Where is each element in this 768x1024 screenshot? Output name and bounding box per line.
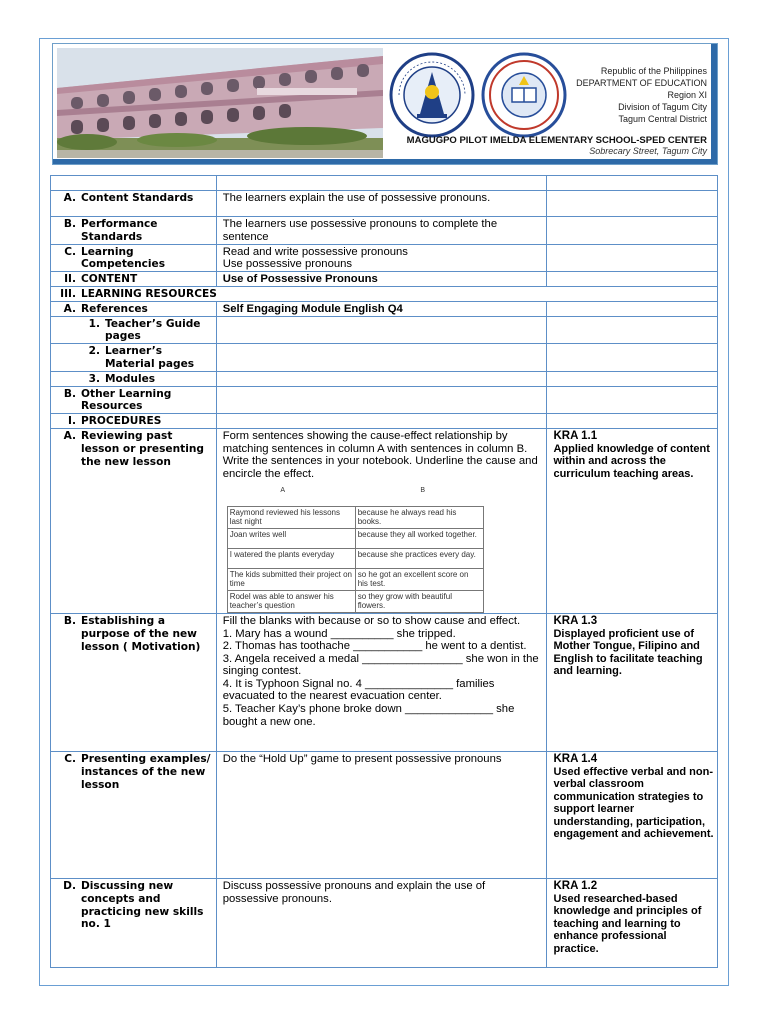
competency-1: Read and write possessive pronouns [222, 245, 408, 258]
match-b-3: because she practices every day. [355, 548, 483, 568]
learners-material-label: Learner’s Material pages [105, 345, 195, 370]
match-a-5: Rodel was able to answer his teacher’s question [227, 590, 355, 612]
table-row [227, 528, 483, 548]
lesson-plan-table [50, 175, 718, 968]
table-row: II. CONTENT Use of Possessive Pronouns [51, 272, 718, 287]
proc-d-text: Discuss possessive pronouns and explain the use of possessive pronouns. [216, 878, 547, 967]
match-a-3: I watered the plants everyday [227, 548, 355, 568]
performance-standards-value: The learners use possessive pronouns to complete the sentence [216, 217, 547, 245]
kra-1-1-title: KRA 1.1 [553, 429, 598, 442]
table-row: I. PROCEDURES [51, 414, 718, 429]
blank-item-5: 5. Teacher Kay’s phone broke down ______________ she bought a new one. [222, 703, 515, 728]
table-row: III. LEARNING RESOURCES [51, 286, 718, 301]
kra-1-2-title: KRA 1.2 [553, 879, 598, 892]
kra-1-1-text: Applied knowledge of content within and across the curriculum teaching areas. [553, 442, 710, 480]
competency-2: Use possessive pronouns [222, 258, 353, 271]
department-text: DEPARTMENT OF EDUCATION [576, 78, 707, 88]
table-row: C. Learning Competencies Read and write possessive pronouns Use possessive pronouns [51, 244, 718, 272]
republic-text: Republic of the Philippines [600, 66, 707, 76]
matching-table [227, 506, 484, 613]
kra-1-3-title: KRA 1.3 [553, 614, 598, 627]
table-row: B. Other Learning Resources [51, 386, 718, 414]
content-standards-value: The learners explain the use of possessive pronouns. [216, 191, 547, 217]
content-label: CONTENT [81, 273, 138, 286]
table-row: A. Reviewing past lesson or presenting the new lesson Form sentences showing the cause-effect relationship by matching sentences in column A with sentences in column B. Write the sentences in your notebook. Underline the cause and encircle the effect. A B Raymond reviewed his lessons last night because he always read his books. Joan writes well because they all worked together. I watered the plants everyday because she practices every day. The kids submitted their project on time so he got an excellent score on his test. Rodel was able to answer his teacher’s question so they grow with beautiful flowers. KRA 1.1 Applied knowledge of content within and across the curriculum teaching areas. [51, 428, 718, 613]
school-address: Sobrecary Street, Tagum City [589, 146, 707, 156]
modules-label: Modules [105, 372, 156, 385]
division-text: Division of Tagum City [618, 102, 707, 112]
table-row [227, 568, 483, 590]
match-a-2: Joan writes well [227, 528, 355, 548]
match-a-4: The kids submitted their project on time [227, 568, 355, 590]
school-name: MAGUGPO PILOT IMELDA ELEMENTARY SCHOOL-SPED CENTER [406, 135, 707, 146]
table-row: B. Establishing a purpose of the new lesson ( Motivation) Fill the blanks with because or so to show cause and effect. 1. Mary has a wound __________ she tripped. 2. Thomas has toothache ___________ he went to a dentist. 3. Angela received a medal ________________ she won in the singing contest. 4. It is Typhoon Signal no. 4 ______________ families evacuated to the nearest evacuation center. 5. Teacher Kay’s phone broke down ______________ she bought a new one. KRA 1.3 Displayed proficient use of Mother Tongue, Filipino and English to facilitate teaching and learning. [51, 613, 718, 751]
match-b-2: because they all worked together. [355, 528, 483, 548]
blank-item-3: 3. Angela received a medal ________________ she won in the singing contest. [222, 652, 539, 678]
school-header-banner [52, 43, 718, 165]
region-text: Region XI [667, 90, 707, 100]
kra-1-2-text: Used researched-based knowledge and principles of teaching and learning to enhance professional practice. [553, 892, 702, 955]
proc-d-label: Discussing new concepts and practicing new skills no. 1 [81, 879, 204, 931]
content-value: Use of Possessive Pronouns [216, 272, 547, 287]
learning-competencies-label: Learning Competencies [81, 245, 166, 271]
table-row: C. Presenting examples/ instances of the new lesson Do the “Hold Up” game to present possessive pronouns KRA 1.4 Used effective verbal and non-verbal classroom communication strategies to support learner understanding, participation, engagement and achievement. [51, 751, 718, 878]
proc-a-instructions: Form sentences showing the cause-effect relationship by matching sentences in column A with sentences in column B. Write the sentences in your notebook. Underline the cause and encircle the effect. [222, 429, 538, 480]
column-b-heading: B [420, 487, 426, 495]
match-b-1: because he always read his books. [355, 506, 483, 528]
table-row: A. References Self Engaging Module English Q4 [51, 301, 718, 316]
proc-b-label: Establishing a purpose of the new lesson ( Motivation) [81, 614, 201, 653]
proc-c-label: Presenting examples/ instances of the new lesson [81, 752, 211, 791]
table-row [227, 590, 483, 612]
kra-1-4-title: KRA 1.4 [553, 752, 598, 765]
school-building-photo [57, 48, 383, 158]
column-a-heading: A [280, 487, 286, 495]
kra-1-3-text: Displayed proficient use of Mother Tongue, Filipino and English to facilitate teaching and learning. [553, 627, 703, 678]
references-value: Self Engaging Module English Q4 [216, 301, 547, 316]
blank-item-1: 1. Mary has a wound __________ she tripped. [222, 627, 456, 640]
references-label: References [81, 302, 148, 315]
proc-c-text: Do the “Hold Up” game to present possessive pronouns [216, 751, 547, 878]
match-b-4: so he got an excellent score on his test. [355, 568, 483, 590]
performance-standards-label: Performance Standards [81, 218, 158, 243]
table-row [227, 548, 483, 568]
content-standards-label: Content Standards [81, 192, 194, 204]
teachers-guide-label: Teacher’s Guide pages [105, 317, 201, 343]
kra-1-4-text: Used effective verbal and non-verbal classroom communication strategies to support learner understanding, participation, engagement and achievement. [553, 765, 714, 841]
procedures-label: PROCEDURES [81, 415, 162, 428]
blank-item-4: 4. It is Typhoon Signal no. 4 ______________ families evacuated to the nearest evacuation center. [222, 677, 495, 703]
table-row: B. Performance Standards The learners use possessive pronouns to complete the sentence [51, 217, 718, 245]
blank-item-2: 2. Thomas has toothache ___________ he went to a dentist. [222, 640, 527, 653]
table-row: 3. Modules [51, 371, 718, 386]
district-text: Tagum Central District [618, 114, 707, 124]
match-b-5: so they grow with beautiful flowers. [355, 590, 483, 612]
proc-b-intro: Fill the blanks with because or so to show cause and effect. [222, 614, 521, 627]
table-row: 1. Teacher’s Guide pages [51, 316, 718, 344]
table-row [227, 506, 483, 528]
table-row [51, 176, 718, 191]
learning-resources-label: LEARNING RESOURCES [81, 287, 217, 300]
other-resources-label: Other Learning Resources [81, 387, 172, 413]
match-a-1: Raymond reviewed his lessons last night [227, 506, 355, 528]
table-row: A. Content Standards The learners explain the use of possessive pronouns. [51, 191, 718, 217]
proc-a-label: Reviewing past lesson or presenting the new lesson [81, 429, 204, 468]
table-row: D. Discussing new concepts and practicing new skills no. 1 Discuss possessive pronouns and explain the use of possessive pronouns. KRA 1.2 Used researched-based knowledge and principles of teaching and learning to enhance professional practice. [51, 878, 718, 967]
table-row: 2. Learner’s Material pages [51, 344, 718, 372]
